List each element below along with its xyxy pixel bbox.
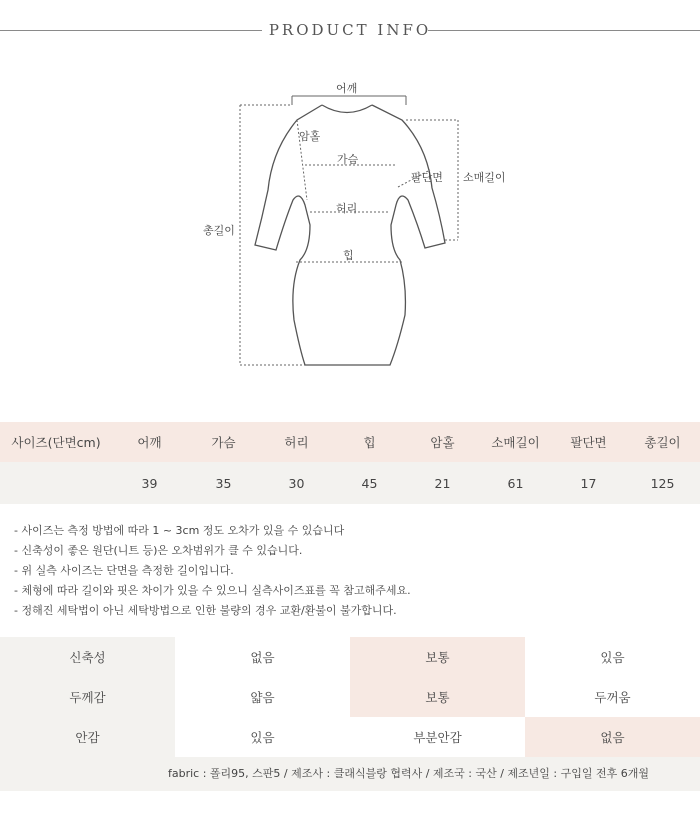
table-cell: 45 xyxy=(333,462,406,504)
column-header: 소매길이 xyxy=(479,422,552,462)
property-option: 부분안감 xyxy=(350,717,525,757)
column-header: 허리 xyxy=(260,422,333,462)
column-header: 팔단면 xyxy=(552,422,625,462)
property-name: 두께감 xyxy=(0,677,175,717)
property-option-selected: 보통 xyxy=(350,637,525,677)
fabric-property-grid xyxy=(0,637,700,757)
diagram-label-forearm: 팔단면 xyxy=(411,171,443,184)
table-cell: 17 xyxy=(552,462,625,504)
diagram-label-armhole: 암홀 xyxy=(299,130,321,143)
property-option-selected: 없음 xyxy=(525,717,700,757)
table-cell: 21 xyxy=(406,462,479,504)
diagram-label-total: 총길이 xyxy=(203,224,235,237)
dress-measurement-diagram xyxy=(0,60,700,400)
diagram-label-sleeve: 소매길이 xyxy=(463,171,506,184)
size-table xyxy=(0,422,700,504)
column-header: 사이즈(단면cm) xyxy=(0,422,112,462)
column-header: 힙 xyxy=(333,422,406,462)
note-item: - 정해진 세탁법이 아닌 세탁방법으로 인한 불량의 경우 교환/환불이 불가합니다. xyxy=(14,604,397,617)
note-item: - 위 실측 사이즈는 단면을 측정한 길이입니다. xyxy=(14,564,234,577)
table-cell: 125 xyxy=(625,462,700,504)
size-table-header xyxy=(0,422,700,462)
fabric-info-text: fabric : 폴리95, 스판5 / 제조사 : 클래식블랑 협력사 / 제조국 : 국산 / 제조년일 : 구입일 전후 6개월 xyxy=(168,767,649,780)
property-option: 두꺼움 xyxy=(525,677,700,717)
note-item: - 신축성이 좋은 원단(니트 등)은 오차범위가 클 수 있습니다. xyxy=(14,544,303,557)
property-option: 없음 xyxy=(175,637,350,677)
property-name: 신축성 xyxy=(0,637,175,677)
diagram-label-hip: 힙 xyxy=(343,249,354,262)
fabric-info-bar xyxy=(0,757,700,791)
column-header: 총길이 xyxy=(625,422,700,462)
property-row-lining xyxy=(0,717,700,757)
diagram-label-shoulder: 어깨 xyxy=(336,82,358,95)
product-info-header xyxy=(0,18,700,42)
column-header: 암홀 xyxy=(406,422,479,462)
note-item: - 사이즈는 측정 방법에 따라 1 ~ 3cm 정도 오차가 있을 수 있습니다 xyxy=(14,524,345,537)
size-table-row xyxy=(0,462,700,504)
property-option: 있음 xyxy=(175,717,350,757)
table-cell: 30 xyxy=(260,462,333,504)
size-notes xyxy=(14,521,694,621)
page-title: PRODUCT INFO xyxy=(268,21,432,39)
property-row-stretch xyxy=(0,637,700,677)
table-cell xyxy=(0,462,112,504)
property-option: 얇음 xyxy=(175,677,350,717)
table-cell: 39 xyxy=(112,462,187,504)
diagram-label-waist: 허리 xyxy=(336,202,358,215)
table-cell: 61 xyxy=(479,462,552,504)
column-header: 어깨 xyxy=(112,422,187,462)
dress-illustration xyxy=(0,60,700,400)
property-name: 안감 xyxy=(0,717,175,757)
diagram-label-chest: 가슴 xyxy=(337,153,359,166)
table-cell: 35 xyxy=(187,462,260,504)
property-option-selected: 보통 xyxy=(350,677,525,717)
dress-outline xyxy=(255,105,445,365)
column-header: 가슴 xyxy=(187,422,260,462)
neckline xyxy=(322,105,372,113)
property-option: 있음 xyxy=(525,637,700,677)
note-item: - 체형에 따라 길이와 핏은 차이가 있을 수 있으니 실측사이즈표를 꼭 참고해주세요. xyxy=(14,584,411,597)
property-row-thickness xyxy=(0,677,700,717)
